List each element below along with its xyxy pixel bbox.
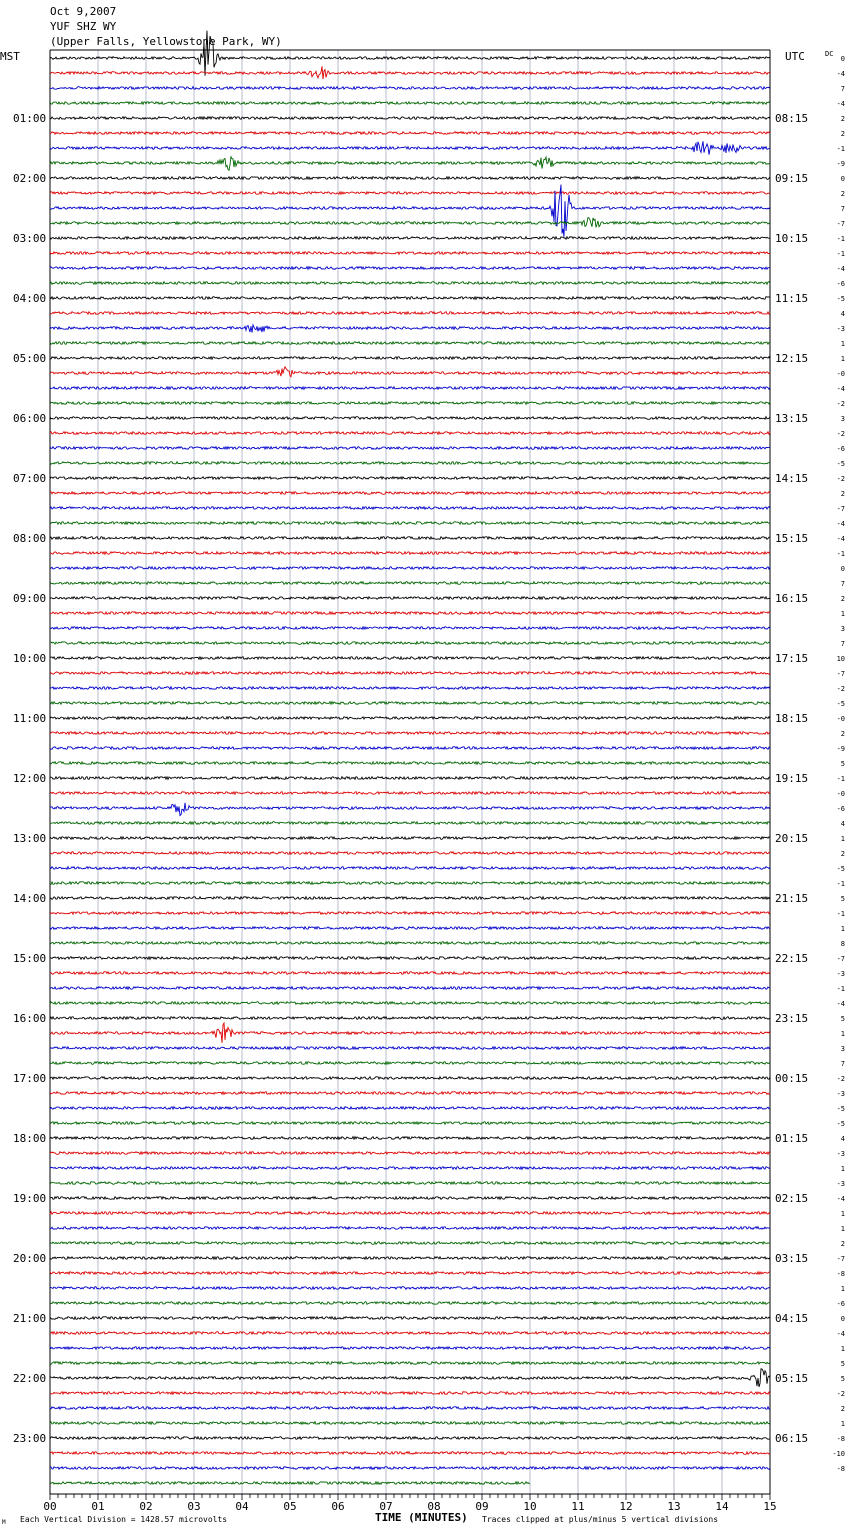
- trace-row: [50, 1369, 770, 1387]
- dc-offset-label: -3: [836, 1150, 845, 1158]
- right-hour-label: 20:15: [775, 832, 809, 845]
- trace-row: [50, 447, 770, 450]
- right-hour-label: 18:15: [775, 712, 809, 725]
- trace-row: [50, 312, 770, 315]
- dc-offset-label: 4: [840, 310, 845, 318]
- trace-row: [50, 1017, 770, 1020]
- trace-row: [50, 1332, 770, 1335]
- dc-offset-label: 0: [840, 175, 845, 183]
- dc-offset-label: 2: [840, 115, 845, 123]
- dc-offset-label: -2: [836, 475, 845, 483]
- trace-row: [50, 402, 770, 405]
- dc-offset-label: -6: [836, 805, 845, 813]
- trace-row: [50, 882, 770, 885]
- x-tick-label: 11: [571, 1500, 585, 1513]
- dc-offset-label: 2: [840, 1240, 845, 1248]
- trace-row: [50, 747, 770, 750]
- dc-offset-label: 7: [840, 205, 845, 213]
- dc-offset-label: 1: [840, 340, 845, 348]
- x-tick-label: 04: [235, 1500, 249, 1513]
- dc-offset-label: 2: [840, 850, 845, 858]
- dc-offset-label: -0: [836, 790, 845, 798]
- dc-offset-label: -1: [836, 145, 845, 153]
- dc-offset-label: -1: [836, 250, 845, 258]
- trace-row: [50, 597, 770, 600]
- trace-row: [50, 177, 770, 180]
- dc-offset-label: -6: [836, 445, 845, 453]
- trace-row: [50, 1047, 770, 1050]
- dc-offset-label: 1: [840, 355, 845, 363]
- dc-offset-label: 2: [840, 190, 845, 198]
- trace-row: [50, 282, 770, 285]
- trace-row: [50, 1227, 770, 1230]
- dc-offset-label: 1: [840, 1210, 845, 1218]
- dc-offset-label: -9: [836, 745, 845, 753]
- trace-row: [50, 507, 770, 510]
- trace-row: [50, 897, 770, 900]
- right-hour-label: 06:15: [775, 1432, 809, 1445]
- trace-row: [50, 1242, 770, 1245]
- x-tick-label: 02: [139, 1500, 153, 1513]
- trace-row: [50, 492, 770, 495]
- left-hour-label: 19:00: [13, 1192, 47, 1205]
- dc-offset-label: -2: [836, 1390, 845, 1398]
- right-hour-label: 05:15: [775, 1372, 809, 1385]
- trace-row: [50, 867, 770, 870]
- dc-offset-label: -7: [836, 220, 845, 228]
- dc-offset-label: -4: [836, 1000, 845, 1008]
- trace-row: [50, 567, 770, 570]
- dc-offset-label: 5: [840, 895, 845, 903]
- left-timezone-label: MST: [0, 50, 20, 63]
- left-hour-label: 16:00: [13, 1012, 47, 1025]
- x-tick-label: 06: [331, 1500, 345, 1513]
- dc-offset-label: -4: [836, 1330, 845, 1338]
- trace-row: [50, 612, 770, 615]
- trace-row: [50, 1167, 770, 1170]
- dc-offset-label: -4: [836, 535, 845, 543]
- dc-offset-label: -3: [836, 970, 845, 978]
- right-hour-label: 13:15: [775, 412, 809, 425]
- trace-row: [50, 237, 770, 240]
- trace-row: [50, 837, 770, 840]
- right-hour-label: 09:15: [775, 172, 809, 185]
- left-hour-label: 23:00: [13, 1432, 47, 1445]
- right-hour-label: 21:15: [775, 892, 809, 905]
- trace-row: [50, 132, 770, 135]
- dc-offset-label: 3: [840, 415, 845, 423]
- trace-row: [50, 31, 770, 76]
- date-text: Oct 9,2007: [50, 5, 117, 18]
- dc-offset-label: -1: [836, 235, 845, 243]
- trace-row: [50, 732, 770, 735]
- dc-offset-label: 3: [840, 1045, 845, 1053]
- dc-offset-label: -4: [836, 70, 845, 78]
- trace-row: [50, 1122, 770, 1125]
- dc-offset-label: -1: [836, 550, 845, 558]
- dc-offset-label: -4: [836, 1195, 845, 1203]
- trace-row: [50, 1107, 770, 1110]
- right-hour-label: 04:15: [775, 1312, 809, 1325]
- trace-row: [50, 762, 770, 765]
- x-tick-label: 05: [283, 1500, 297, 1513]
- trace-row: [50, 102, 770, 105]
- x-tick-label: 14: [715, 1500, 729, 1513]
- trace-row: [50, 1422, 770, 1425]
- left-hour-label: 01:00: [13, 112, 47, 125]
- dc-offset-label: 5: [840, 760, 845, 768]
- trace-row: [50, 342, 770, 345]
- dc-offset-label: -1: [836, 910, 845, 918]
- left-hour-label: 15:00: [13, 952, 47, 965]
- trace-row: [50, 66, 770, 79]
- right-hour-label: 02:15: [775, 1192, 809, 1205]
- dc-offset-label: -5: [836, 460, 845, 468]
- dc-offset-label: 5: [840, 1360, 845, 1368]
- left-hour-label: 11:00: [13, 712, 47, 725]
- left-hour-label: 21:00: [13, 1312, 47, 1325]
- left-hour-label: 10:00: [13, 652, 47, 665]
- dc-offset-label: 4: [840, 1135, 845, 1143]
- scale-note: Each Vertical Division = 1428.57 microvolts: [20, 1515, 228, 1524]
- trace-row: [50, 987, 770, 990]
- left-hour-label: 13:00: [13, 832, 47, 845]
- dc-offset-label: -6: [836, 1300, 845, 1308]
- dc-offset-label: 5: [840, 1375, 845, 1383]
- trace-row: [50, 717, 770, 720]
- x-tick-label: 10: [523, 1500, 537, 1513]
- right-hour-label: 00:15: [775, 1072, 809, 1085]
- dc-offset-label: -1: [836, 880, 845, 888]
- dc-offset-label: 2: [840, 490, 845, 498]
- trace-row: [50, 367, 770, 377]
- trace-row: [50, 642, 770, 645]
- trace-row: [50, 912, 770, 915]
- x-tick-label: 12: [619, 1500, 633, 1513]
- dc-offset-label: -8: [836, 1465, 845, 1473]
- right-hour-label: 01:15: [775, 1132, 809, 1145]
- dc-offset-label: -5: [836, 865, 845, 873]
- trace-row: [50, 1272, 770, 1275]
- dc-offset-label: 0: [840, 55, 845, 63]
- trace-row: [50, 803, 770, 816]
- dc-offset-label: 4: [840, 820, 845, 828]
- right-hour-label: 17:15: [775, 652, 809, 665]
- left-hour-label: 03:00: [13, 232, 47, 245]
- trace-row: [50, 192, 770, 195]
- trace-row: [50, 657, 770, 660]
- clip-note: Traces clipped at plus/minus 5 vertical divisions: [482, 1515, 719, 1524]
- right-hour-label: 11:15: [775, 292, 809, 305]
- dc-offset-label: -2: [836, 685, 845, 693]
- trace-row: [50, 687, 770, 690]
- trace-row: [50, 1467, 770, 1470]
- dc-offset-label: 2: [840, 730, 845, 738]
- dc-offset-label: -5: [836, 700, 845, 708]
- trace-group: [50, 31, 770, 1485]
- dc-offset-label: 2: [840, 1405, 845, 1413]
- right-hour-label: 03:15: [775, 1252, 809, 1265]
- dc-offset-label: -3: [836, 1180, 845, 1188]
- right-timezone-label: UTC: [785, 50, 805, 63]
- x-tick-label: 09: [475, 1500, 489, 1513]
- dc-offset-label: 0: [840, 565, 845, 573]
- dc-offset-label: -3: [836, 1090, 845, 1098]
- dc-offset-label: -2: [836, 430, 845, 438]
- dc-offset-label: 1: [840, 1030, 845, 1038]
- trace-row: [50, 1347, 770, 1350]
- trace-row: [50, 1197, 770, 1200]
- dc-offset-label: 2: [840, 595, 845, 603]
- trace-row: [50, 1392, 770, 1395]
- trace-row: [50, 1317, 770, 1320]
- dc-offset-label: -2: [836, 400, 845, 408]
- left-hour-label: 22:00: [13, 1372, 47, 1385]
- left-hour-label: 17:00: [13, 1072, 47, 1085]
- dc-offset-label: 2: [840, 130, 845, 138]
- trace-row: [50, 1002, 770, 1005]
- dc-offset-label: 7: [840, 640, 845, 648]
- right-hour-label: 16:15: [775, 592, 809, 605]
- dc-offset-label: -3: [836, 325, 845, 333]
- trace-row: [50, 141, 770, 154]
- trace-row: [50, 87, 770, 90]
- trace-row: [50, 1362, 770, 1365]
- right-hour-label: 15:15: [775, 532, 809, 545]
- left-hour-labels: [13, 112, 46, 1445]
- dc-offset-label: 7: [840, 1060, 845, 1068]
- right-hour-label: 19:15: [775, 772, 809, 785]
- trace-row: [50, 157, 770, 171]
- dc-offset-label: 10: [836, 655, 845, 663]
- dc-offset-label: -4: [836, 385, 845, 393]
- left-hour-label: 12:00: [13, 772, 47, 785]
- grid-lines: [50, 50, 770, 1494]
- left-hour-label: 07:00: [13, 472, 47, 485]
- trace-row: [50, 218, 770, 228]
- dc-offset-label: -8: [836, 1435, 845, 1443]
- dc-offset-label: -5: [836, 295, 845, 303]
- dc-offset-label: 1: [840, 1285, 845, 1293]
- dc-offset-label: -4: [836, 265, 845, 273]
- left-hour-label: 09:00: [13, 592, 47, 605]
- trace-row: [50, 325, 770, 333]
- dc-offset-label: -7: [836, 505, 845, 513]
- left-hour-label: 20:00: [13, 1252, 47, 1265]
- trace-row: [50, 1062, 770, 1065]
- trace-row: [50, 822, 770, 825]
- x-tick-label: 07: [379, 1500, 393, 1513]
- x-tick-label: 00: [43, 1500, 57, 1513]
- trace-row: [50, 1212, 770, 1215]
- trace-row: [50, 1302, 770, 1305]
- dc-offset-label: 7: [840, 85, 845, 93]
- trace-row: [50, 582, 770, 585]
- trace-row: [50, 1152, 770, 1155]
- dc-offset-label: 3: [840, 625, 845, 633]
- trace-row: [50, 627, 770, 630]
- dc-offset-label: -2: [836, 1075, 845, 1083]
- dc-offset-label: 1: [840, 1225, 845, 1233]
- x-tick-label: 13: [667, 1500, 681, 1513]
- trace-row: [50, 357, 770, 360]
- dc-offset-label: -1: [836, 775, 845, 783]
- location-text: (Upper Falls, Yellowstone Park, WY): [50, 35, 282, 48]
- trace-row: [50, 117, 770, 120]
- trace-row: [50, 672, 770, 675]
- dc-offset-label: 1: [840, 1420, 845, 1428]
- x-tick-label: 08: [427, 1500, 441, 1513]
- dc-offset-label: 1: [840, 610, 845, 618]
- left-hour-label: 02:00: [13, 172, 47, 185]
- right-hour-label: 22:15: [775, 952, 809, 965]
- trace-row: [50, 432, 770, 435]
- right-hour-label: 12:15: [775, 352, 809, 365]
- trace-row: [50, 462, 770, 465]
- trace-row: [50, 477, 770, 480]
- trace-row: [50, 297, 770, 300]
- trace-row: [50, 1437, 770, 1440]
- station-text: YUF SHZ WY: [50, 20, 117, 33]
- dc-offset-label: -0: [836, 715, 845, 723]
- left-hour-label: 18:00: [13, 1132, 47, 1145]
- right-hour-label: 10:15: [775, 232, 809, 245]
- left-hour-label: 05:00: [13, 352, 47, 365]
- trace-row: [50, 777, 770, 780]
- trace-row: [50, 1407, 770, 1410]
- left-hour-label: 04:00: [13, 292, 47, 305]
- dc-offset-labels: [832, 55, 845, 1473]
- trace-row: [50, 702, 770, 705]
- trace-row: [50, 417, 770, 420]
- dc-offset-label: 8: [840, 940, 845, 948]
- right-hour-labels: [775, 112, 808, 1445]
- dc-label: DC: [825, 50, 834, 58]
- x-axis-title: TIME (MINUTES): [375, 1511, 468, 1524]
- trace-row: [50, 267, 770, 270]
- trace-row: [50, 792, 770, 795]
- trace-row: [50, 927, 770, 930]
- dc-offset-label: -6: [836, 280, 845, 288]
- trace-row: [50, 852, 770, 855]
- trace-row: [50, 387, 770, 390]
- trace-row: [50, 1137, 770, 1140]
- x-tick-label: 15: [763, 1500, 777, 1513]
- trace-row: [50, 942, 770, 945]
- corner-mark: M: [2, 1519, 6, 1526]
- x-tick-label: 01: [91, 1500, 105, 1513]
- trace-row: [50, 522, 770, 525]
- dc-offset-label: -0: [836, 370, 845, 378]
- dc-offset-label: 1: [840, 925, 845, 933]
- dc-offset-label: -7: [836, 1255, 845, 1263]
- dc-offset-label: 7: [840, 580, 845, 588]
- trace-row: [50, 1257, 770, 1260]
- x-tick-label: 03: [187, 1500, 201, 1513]
- left-hour-label: 14:00: [13, 892, 47, 905]
- dc-offset-label: 0: [840, 1315, 845, 1323]
- trace-row: [50, 552, 770, 555]
- trace-row: [50, 1092, 770, 1095]
- trace-row: [50, 1077, 770, 1080]
- dc-offset-label: 1: [840, 835, 845, 843]
- dc-offset-label: -4: [836, 100, 845, 108]
- trace-row: [50, 957, 770, 960]
- dc-offset-label: -1: [836, 985, 845, 993]
- dc-offset-label: -7: [836, 670, 845, 678]
- dc-offset-label: -5: [836, 1105, 845, 1113]
- trace-row: [50, 1287, 770, 1290]
- dc-offset-label: -7: [836, 955, 845, 963]
- dc-offset-label: -5: [836, 1120, 845, 1128]
- dc-offset-label: 5: [840, 1015, 845, 1023]
- dc-offset-label: 1: [840, 1345, 845, 1353]
- dc-offset-label: -10: [832, 1450, 845, 1458]
- trace-row: [50, 1182, 770, 1185]
- left-hour-label: 08:00: [13, 532, 47, 545]
- trace-row: [50, 972, 770, 975]
- right-hour-label: 23:15: [775, 1012, 809, 1025]
- right-hour-label: 14:15: [775, 472, 809, 485]
- trace-row: [50, 1452, 770, 1455]
- trace-row: [50, 252, 770, 255]
- dc-offset-label: -4: [836, 520, 845, 528]
- dc-offset-label: -9: [836, 160, 845, 168]
- trace-row: [50, 537, 770, 540]
- right-hour-label: 08:15: [775, 112, 809, 125]
- dc-offset-label: 1: [840, 1165, 845, 1173]
- left-hour-label: 06:00: [13, 412, 47, 425]
- dc-offset-label: -8: [836, 1270, 845, 1278]
- trace-row: [50, 1023, 770, 1043]
